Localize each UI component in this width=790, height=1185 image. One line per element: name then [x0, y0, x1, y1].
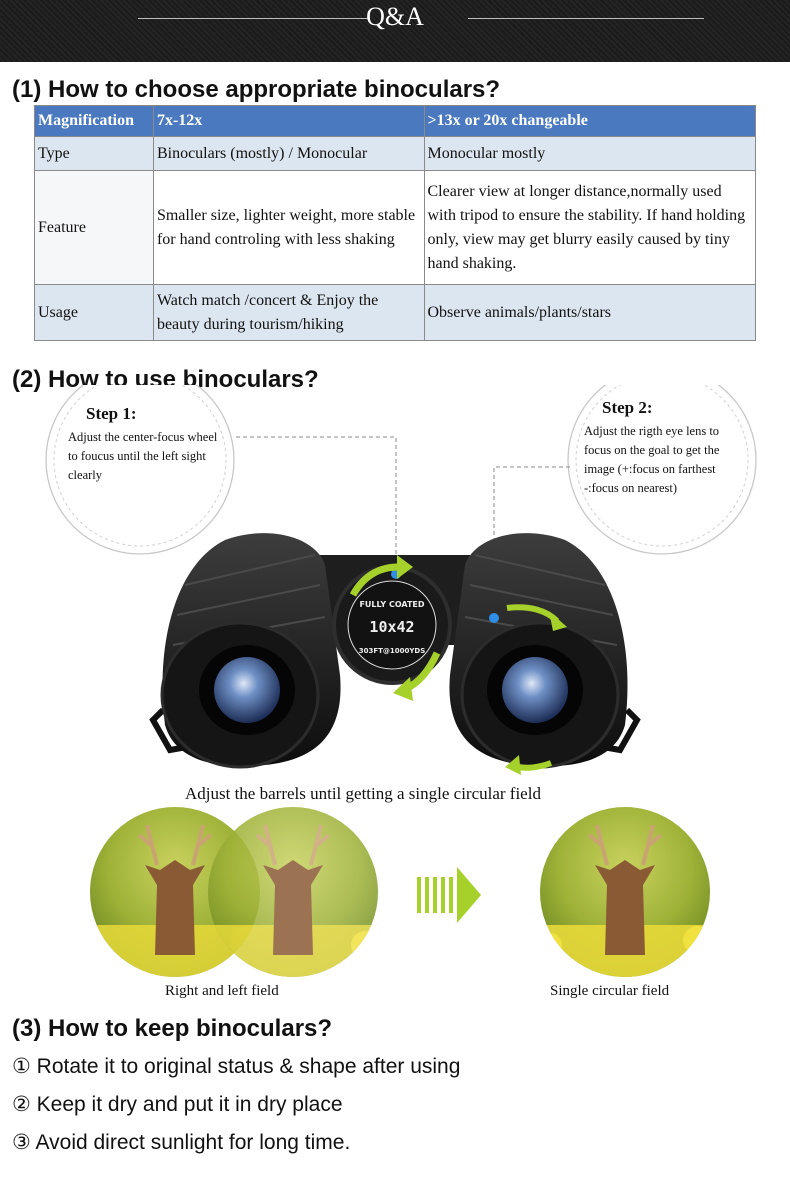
table-row [35, 285, 756, 341]
care-item-text: Avoid direct sunlight for long time. [35, 1131, 351, 1154]
binocular-fov-text: 303FT@1000YDS [358, 647, 426, 655]
section1-heading: (1) How to choose appropriate binoculars? [12, 76, 501, 103]
step1-text: Adjust the center-focus wheel to foucus until the left sight clearly [68, 430, 218, 482]
table-header-cell: Magnification [35, 106, 154, 137]
care-item-2 [12, 1092, 343, 1117]
comparison-table [34, 105, 756, 341]
table-cell: Binoculars (mostly) / Monocular [153, 137, 424, 171]
transition-arrow [417, 867, 481, 923]
care-item-marker: ① [12, 1055, 31, 1078]
table-cell: Monocular mostly [424, 137, 756, 171]
step1-title: Step 1: [86, 404, 137, 423]
step2-title: Step 2: [602, 398, 653, 417]
care-item-1 [12, 1054, 460, 1079]
left-field-caption: Right and left field [165, 983, 279, 999]
step1-callout [68, 404, 228, 485]
table-row-label: Usage [35, 285, 154, 341]
binoculars-illustration [115, 525, 675, 785]
table-cell: Watch match /concert & Enjoy the beauty during tourism/hiking [153, 285, 424, 341]
right-field-circle [203, 807, 393, 985]
table-header-cell: 7x-12x [153, 106, 424, 137]
care-item-marker: ③ [12, 1131, 31, 1154]
table-row-label: Type [35, 137, 154, 171]
diopter-marker [489, 613, 499, 623]
right-field-caption: Single circular field [550, 983, 670, 999]
table-header-row [35, 106, 756, 137]
field-of-view-illustration [85, 805, 725, 985]
binocular-coating-text: FULLY COATED [359, 600, 425, 609]
header-divider-right [468, 18, 704, 19]
single-field-circle [535, 807, 725, 985]
table-row [35, 137, 756, 171]
table-cell: Clearer view at longer distance,normally used with tripod to ensure the stability. If hand holding only, view may get blurry easily caused by tiny hand shaking. [424, 171, 756, 285]
header-title: Q&A [366, 2, 424, 31]
table-cell: Smaller size, lighter weight, more stable for hand controling with less shaking [153, 171, 424, 285]
care-item-3 [12, 1130, 350, 1155]
care-item-marker: ② [12, 1093, 31, 1116]
table-header-cell: >13x or 20x changeable [424, 106, 756, 137]
qa-header [0, 0, 790, 62]
table-cell: Observe animals/plants/stars [424, 285, 756, 341]
table-row [35, 171, 756, 285]
barrel-adjust-caption: Adjust the barrels until getting a single circular field [185, 784, 541, 803]
step2-text: Adjust the rigth eye lens to focus on the goal to get the image (+:focus on farthest -:focus on nearest) [584, 424, 720, 495]
table-row-label: Feature [35, 171, 154, 285]
care-item-text: Rotate it to original status & shape after using [36, 1055, 461, 1078]
step2-callout [584, 398, 744, 498]
care-item-text: Keep it dry and put it in dry place [36, 1093, 343, 1116]
section2-heading: (2) How to use binoculars? [12, 366, 319, 393]
binocular-model-text: 10x42 [369, 618, 415, 636]
section3-heading: (3) How to keep binoculars? [12, 1015, 333, 1042]
